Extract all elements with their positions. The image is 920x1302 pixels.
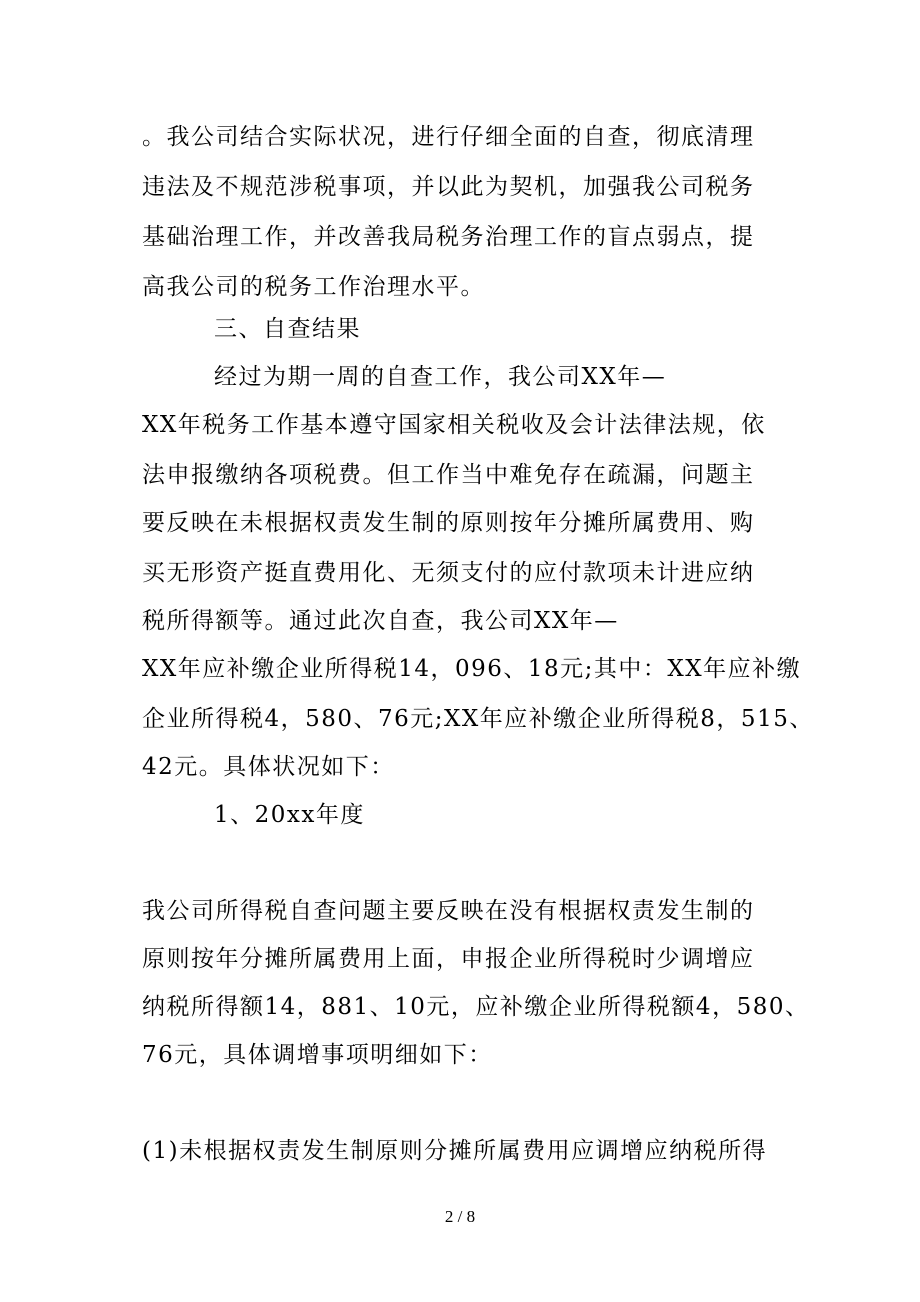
text-line-3: 基础治理工作，并改善我局税务治理工作的盲点弱点，提 — [142, 224, 755, 250]
text-line-19: 76元，具体调增事项明细如下： — [142, 1042, 493, 1068]
section-heading: 三、自查结果 — [214, 316, 361, 342]
text-line-2: 违法及不规范涉税事项，并以此为契机，加强我公司税务 — [142, 174, 755, 200]
text-line-13: 企业所得税4，580、76元;XX年应补缴企业所得税8，515、 — [142, 706, 814, 732]
text-line-20: (1)未根据权责发生制原则分摊所属费用应调增应纳税所得 — [142, 1138, 768, 1164]
text-line-4: 高我公司的税务工作治理水平。 — [142, 274, 485, 300]
subsection-heading: 1、20xx年度 — [214, 802, 365, 828]
page-number: 2 / 8 — [444, 1207, 476, 1226]
text-line-6: 经过为期一周的自查工作，我公司XX年— — [214, 364, 667, 390]
text-line-10: 买无形资产挺直费用化、无须支付的应付款项未计进应纳 — [142, 560, 755, 586]
text-line-9: 要反映在未根据权责发生制的原则按年分摊所属费用、购 — [142, 510, 755, 536]
text-line-1: 。我公司结合实际状况，进行仔细全面的自查，彻底清理 — [142, 124, 755, 150]
text-line-12: XX年应补缴企业所得税14，096、18元;其中：XX年应补缴 — [142, 656, 802, 682]
text-line-18: 纳税所得额14，881、10元，应补缴企业所得税额4，580、 — [142, 994, 810, 1020]
text-line-17: 原则按年分摊所属费用上面，申报企业所得税时少调增应 — [142, 946, 755, 972]
text-line-16: 我公司所得税自查问题主要反映在没有根据权责发生制的 — [142, 898, 755, 924]
text-line-14: 42元。具体状况如下： — [142, 754, 395, 780]
text-line-8: 法申报缴纳各项税费。但工作当中难免存在疏漏，问题主 — [142, 462, 755, 488]
text-line-7: XX年税务工作基本遵守国家相关税收及会计法律法规，依 — [142, 412, 766, 438]
text-line-11: 税所得额等。通过此次自查，我公司XX年— — [142, 608, 619, 634]
